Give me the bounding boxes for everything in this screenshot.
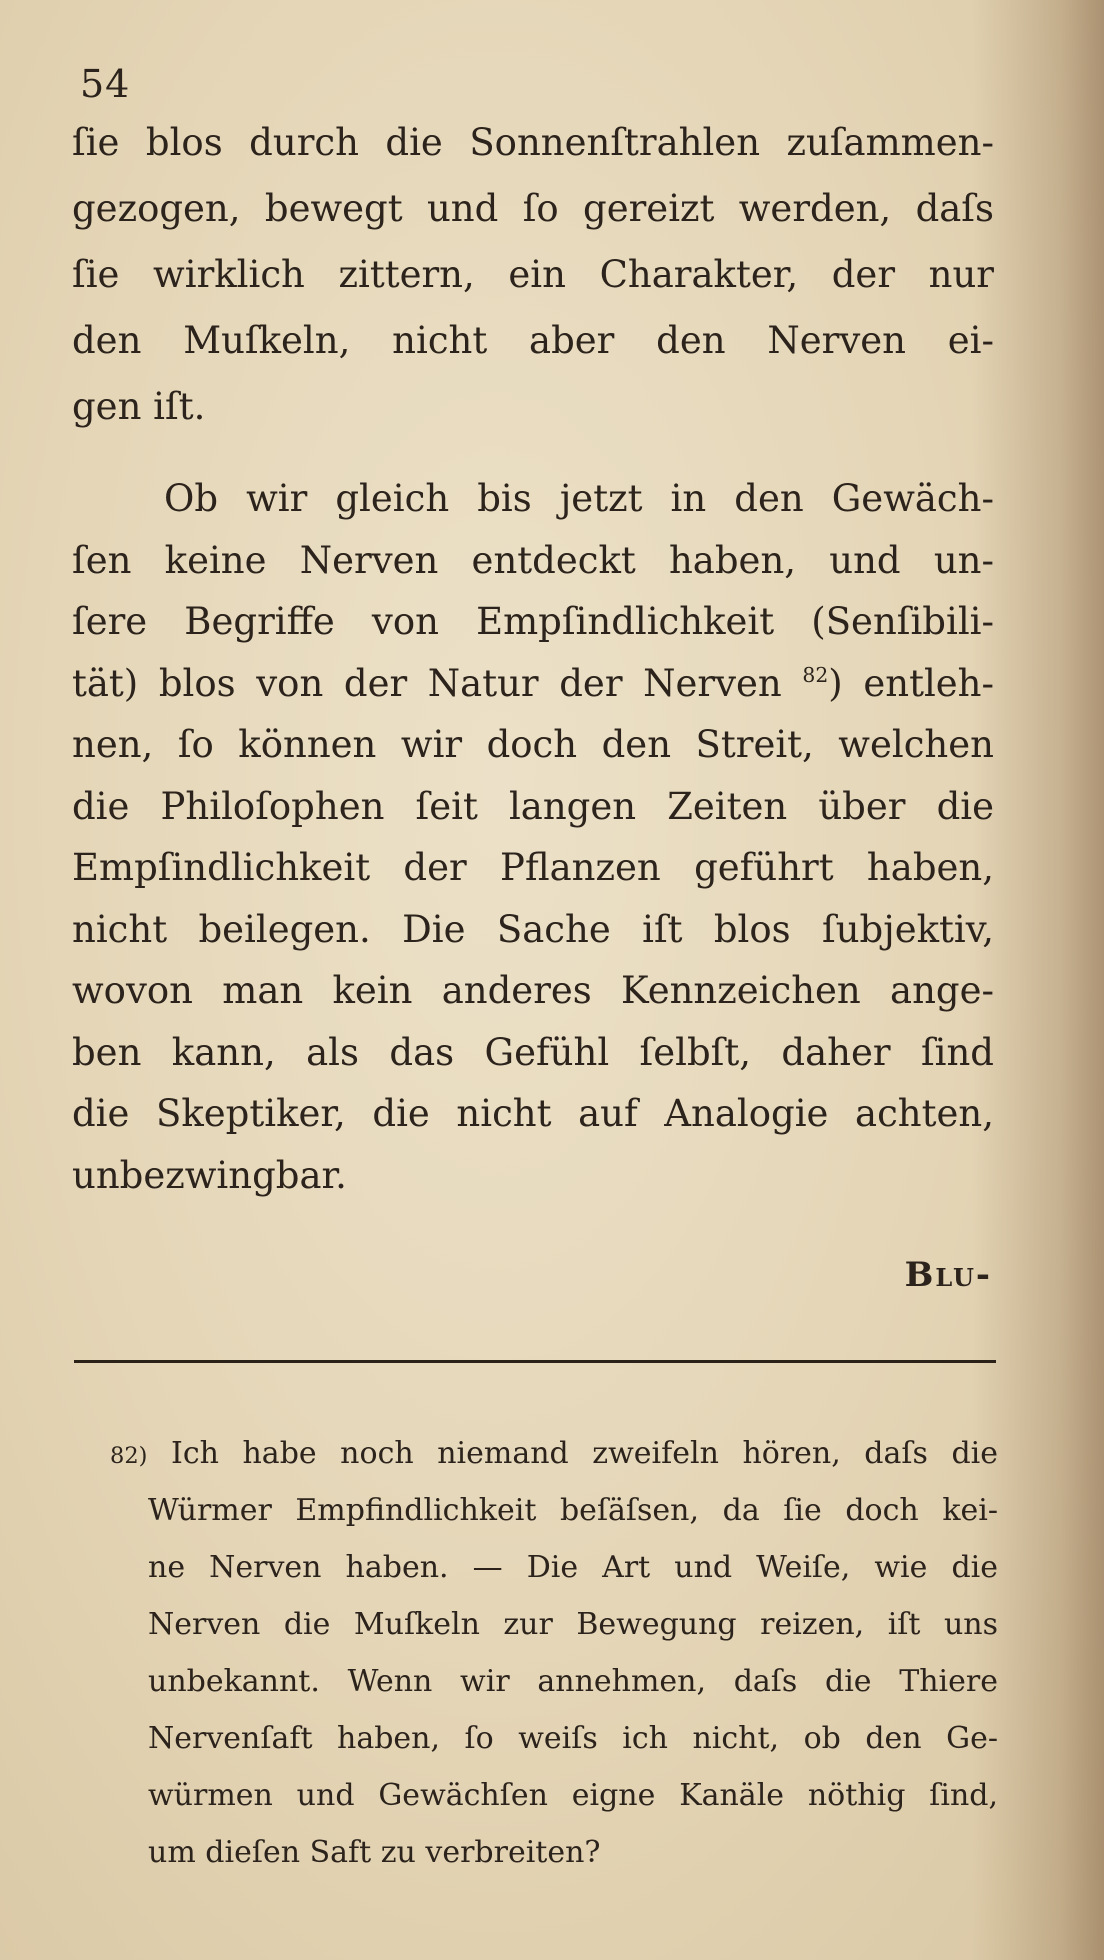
footnote <box>110 1425 998 1881</box>
text-line: den Muſkeln, nicht aber den Nerven ei- <box>72 319 994 362</box>
page-number: 54 <box>80 62 131 106</box>
footnote-line: Nerven die Muſkeln zur Bewegung reizen, iſt uns <box>148 1607 998 1642</box>
text-line: die Skeptiker, die nicht auf Analogie achten, <box>72 1092 994 1135</box>
text-line: ſie blos durch die Sonnenſtrahlen zuſammen- <box>72 121 994 164</box>
footnote-line <box>110 1425 998 1482</box>
text-line: unbezwingbar. <box>72 1153 347 1197</box>
footnote-divider <box>74 1360 996 1363</box>
footnote-line: unbekannt. Wenn wir annehmen, daſs die Thiere <box>148 1664 998 1699</box>
footnote-line: Würmer Empfindlichkeit beſäſsen, da ſie doch kei- <box>148 1493 998 1528</box>
footnote-line: Nervenſaft haben, ſo weiſs ich nicht, ob den Ge- <box>148 1721 998 1756</box>
text-line: wovon man kein anderes Kennzeichen ange- <box>72 969 994 1012</box>
text-line: Empſindlichkeit der Pflanzen geführt haben, <box>72 846 994 889</box>
paragraph-1 <box>72 110 994 440</box>
text-fragment: ) entleh- <box>828 661 995 705</box>
footnote-text: Ich habe noch niemand zweifeln hören, daſs die <box>170 1436 998 1471</box>
footnote-line: um dieſen Saft zu verbreiten? <box>148 1835 601 1870</box>
footnote-marker: 82) <box>110 1443 148 1469</box>
text-line: ſen keine Nerven entdeckt haben, und un- <box>72 538 994 582</box>
text-line: nicht beilegen. Die Sache iſt blos ſubjektiv, <box>72 907 994 951</box>
text-fragment: tät) blos von der Natur der Nerven <box>72 661 782 705</box>
text-line-with-footnote-ref <box>72 653 994 715</box>
text-line: die Philoſophen ſeit langen Zeiten über die <box>72 784 994 828</box>
catchword: Blu- <box>904 1255 992 1295</box>
text-line: ſie wirklich zittern, ein Charakter, der nur <box>72 253 994 296</box>
text-line: nen, ſo können wir doch den Streit, welchen <box>72 723 994 766</box>
footnote-line: würmen und Gewächſen eigne Kanäle nöthig ſind, <box>148 1778 998 1813</box>
text-line: ſere Begriffe von Empſindlichkeit (Senſibili- <box>72 600 994 643</box>
text-line: gen iſt. <box>72 385 206 428</box>
text-line: ben kann, als das Gefühl ſelbſt, daher ſind <box>72 1030 994 1074</box>
paragraph-2 <box>72 468 994 1206</box>
text-line: Ob wir gleich bis jetzt in den Gewäch- <box>164 477 994 520</box>
footnote-line: ne Nerven haben. — Die Art und Weiſe, wie die <box>148 1550 998 1585</box>
footnote-reference: 82 <box>802 662 829 687</box>
text-line: gezogen, bewegt und ſo gereizt werden, daſs <box>72 187 994 230</box>
